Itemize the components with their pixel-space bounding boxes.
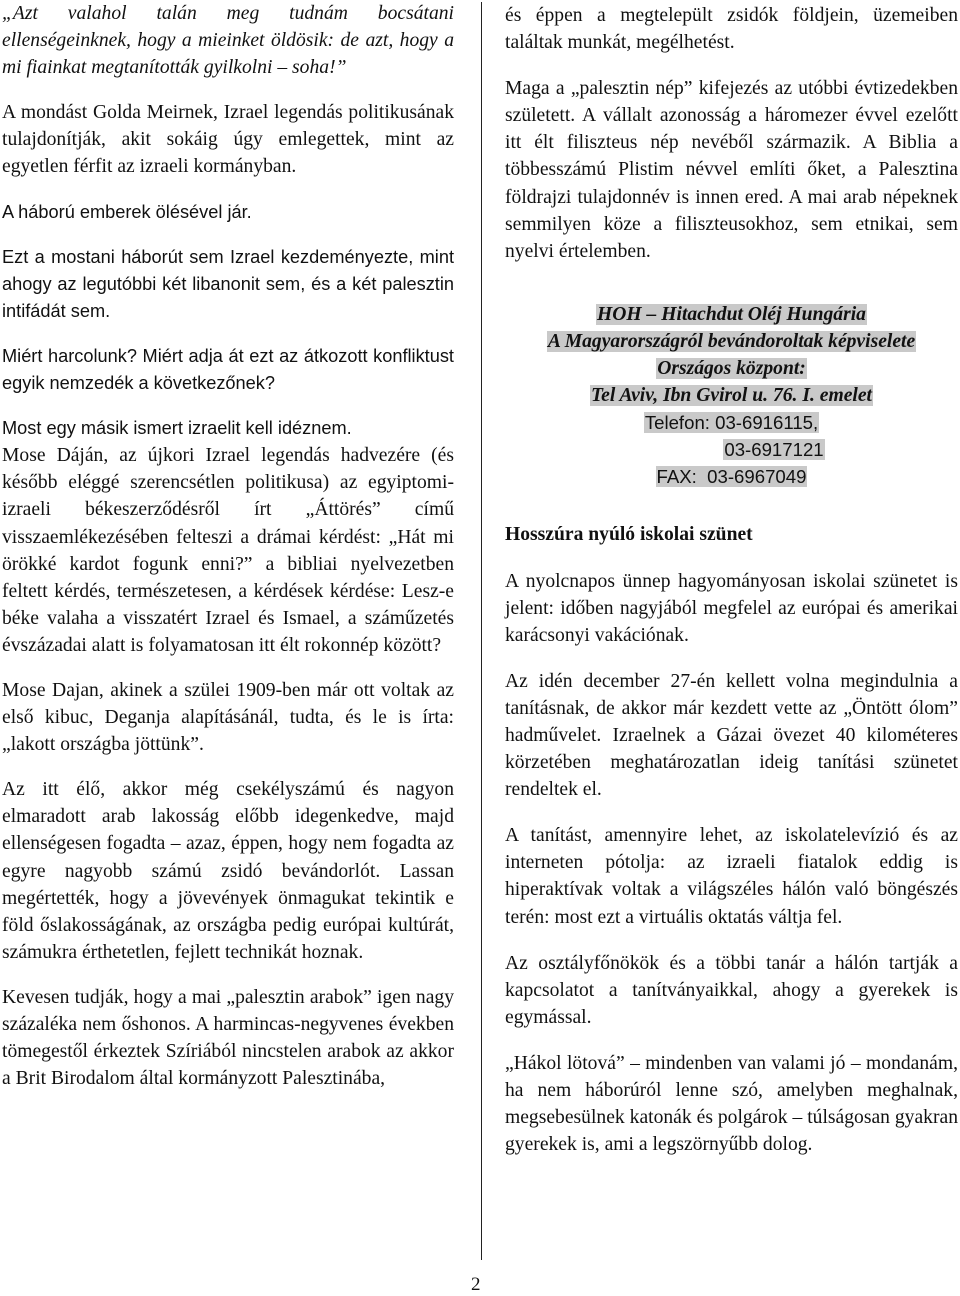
paragraph: A tanítást, amennyire lehet, az iskolatelevízió és az interneten pótolja: az izraeli fiatalok eddig is hiperaktívak voltak a világszéles hálón való böngészés terén: most ezt a virtuális oktatás váltja fel. (505, 825, 958, 928)
right-column (505, 0, 958, 1177)
paragraph: A nyolcnapos ünnep hagyományosan iskolai szünetet is jelent: időben nagyjából megfelel az európai és amerikai karácsonyi vakációnak. (505, 570, 958, 646)
paragraph: Most egy másik ismert izraelit kell idéznem. (2, 418, 352, 439)
paragraph: Az itt élő, akkor még csekélyszámú és nagyon elmaradott arab lakosság előbb idegenkedve, majd ellenségesen fogadta – azaz, éppen, hogy nem fogadta az egyre nagyobb számú zsidó bevándorlót. Lassan megértették, hogy a jövevények önmagukat tekintik e föld őslakosságának, az országba pedig európai kultúrát, számukra érthetetlen, fejlett technikát hoznak. (2, 779, 454, 963)
paragraph: A háború emberek ölésével jár. (2, 201, 252, 222)
notice-phone: Telefon: 03-6916115, (644, 412, 819, 434)
paragraph: Ezt a mostani háborút sem Izrael kezdeményezte, mint ahogy az legutóbbi két libanonit sem, és a két palesztin intifádát sem. (2, 246, 454, 321)
organization-notice (505, 301, 958, 491)
paragraph: Miért harcolunk? Miért adja át ezt az átkozott konfliktust egyik nemzedék a következőnek? (2, 345, 454, 394)
notice-description: A Magyarországról bevándoroltak képviselete (547, 330, 916, 352)
notice-org-name: HOH – Hitachdut Oléj Hungária (597, 303, 866, 325)
paragraph: „Hákol lötová” – mindenben van valami jó – mondanám, ha nem háborúról lenne szó, amelyben meghalnak, megsebesülnek katonák és polgárok – túlságosan gyakran gyerekek is, ami a legszörnyűbb dolog. (505, 1052, 958, 1156)
paragraph: Az idén december 27-én kellett volna megindulnia a tanításnak, de akkor már kezdett vette az „Öntött ólom” hadművelet. Izraelnek a Gázai övezet 40 kilométeres körzetében meghatározatlan ideig tanítási szünetet rendeltek el. (505, 670, 958, 801)
notice-office-label: Országos központ: (657, 358, 806, 380)
section-heading: Hosszúra nyúló iskolai szünet (505, 523, 753, 545)
notice-address: Tel Aviv, Ibn Gvirol u. 76. I. emelet (591, 385, 872, 407)
paragraph: Kevesen tudják, hogy a mai „palesztin arabok” igen nagy százaléka nem őshonos. A harmincas-negyvenes években tömegestől érkeztek Szíriából nincstelen arabok az akkor a Brit Birodalom által kormányzott Palesztinába, (2, 986, 454, 1090)
paragraph: A mondást Golda Meirnek, Izrael legendás politikusának tulajdonítják, akit sokáig úgy emlegettek, mint az egyetlen férfit az izraeli kormányban. (2, 102, 454, 178)
notice-fax: FAX: 03-6967049 (656, 466, 807, 488)
paragraph: Maga a „palesztin nép” kifejezés az utóbbi évtizedekben született. A vállalt azonosság a háromezer évvel ezelőtt itt élt filiszteus nép nevéből származik. A Biblia a többesszámú Plistim névvel említi őket, a Palesztina földrajzi tulajdonnév is innen ered. A mai arab népeknek semmilyen köze a filiszteusokhoz, sem etnikai, sem nyelvi értelemben. (505, 78, 958, 262)
column-divider (481, 2, 482, 1260)
opening-quote: „Azt valahol talán meg tudnám bocsátani ellenségeinknek, hogy a mieinket öldösik: de azt, hogy a mi fiainkat megtanították gyilkolni – soha!” (2, 3, 454, 79)
notice-phone-2: 03-6917121 (724, 439, 824, 461)
paragraph: Mose Dáján, az újkori Izrael legendás hadvezére (és később eléggé szerencsétlen politikusa) az egyiptomi-izraeli békeszerződésről írt „Áttörés” című visszaemlékezésében felteszi a drámai kérdést: „Hát mi örökké kardot fogunk enni?” a bibliai nyelvezetben feltett kérdés, természetesen, a kérdések kérdése: Lesz-e béke valaha a visszatért Izrael és Ismael, a száműzetés évszázadai alatt is folyamatosan itt élt rokonnép között? (2, 445, 454, 656)
left-column (2, 0, 454, 1110)
paragraph: Az osztályfőnökök és a többi tanár a hálón tartják a kapcsolatot a tanítványaikkal, ahogy a gyerekek is egymással. (505, 952, 958, 1028)
page-number: 2 (471, 1274, 481, 1295)
paragraph: Mose Dajan, akinek a szülei 1909-ben már ott voltak az első kibuc, Deganja alapításánál, tudta, és le is írta: „lakott országba jöttünk”. (2, 679, 454, 756)
paragraph: és éppen a megtelepült zsidók földjein, üzemeiben találtak munkát, megélhetést. (505, 5, 958, 54)
